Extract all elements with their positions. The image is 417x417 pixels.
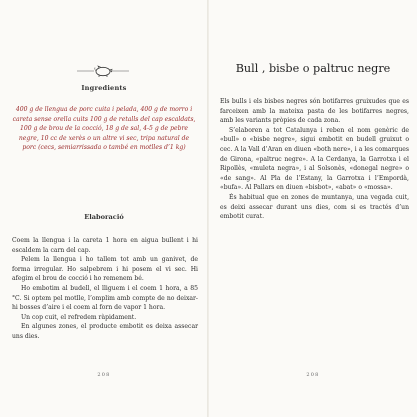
elaboration-heading: Elaboració (84, 213, 124, 221)
paragraph: Pelem la llengua i ho tallem tot amb un ganivet, de forma irregular. Ho salpebrem i hi posem el vi sec. Hi afegim el brou de cocció i ho remenem bé. (12, 256, 198, 283)
paragraph: Coem la llengua i la careta 1 hora en aigua bullent i hi escaldem la carn del cap. (12, 237, 198, 254)
recipe-text (220, 97, 409, 222)
ingredients-heading: Ingredients (81, 84, 127, 92)
right-page (209, 0, 417, 417)
ingredients-list: 400 g de llengua de porc cuita i pelada, 400 g de morro i careta sense orella cuits 100 g de retalls del cap escaldats, 100 g de brou de la cocció, 18 g de sal, 4-5 g de pebre negre, 10 cc de xerès o un altre vi sec, tripa natural de porc (cecs, semiarrissada o també en motlles d’1 kg) (12, 106, 196, 152)
recipe-title: Bull , bisbe o paltruc negre (235, 62, 391, 75)
paragraph: És habitual que en zones de muntanya, una vegada cuit, es deixi assecar durant uns dies, com si es tractés d’un embotit curat. (220, 193, 409, 221)
pig-icon (77, 63, 129, 79)
page-number: 208 (97, 372, 111, 378)
elaboration-text (12, 236, 198, 342)
page-number: 208 (306, 372, 320, 378)
left-page (0, 0, 208, 417)
paragraph: Ho embotim al budell, el lliguem i el coem 1 hora, a 85 °C. Si optem pel motlle, l’omplim amb compte de no deixar-hi bosses d’aire i el coem al forn de vapor 1 hora. (12, 284, 198, 312)
paragraph: S’elaboren a tot Catalunya i reben el nom genèric de «bull» o «bisbe negre», sigui embotit en budell gruixut o cec. A la Vall d’Aran en diuen «both nere», i a les comarques de Girona, «paltruc negre». A la Cerdanya, la Garrotxa i el Ripollès, «muleta negra», i al Solsonès, «donegal negre» o «de sang». Al Pla de l’Estany, la Garrotxa i l’Empordà, «bufa». Al Pallars en diuen «bisbot», «abat» o «mossa». (220, 126, 409, 192)
paragraph: En algunes zones, el producte embotit es deixa assecar uns dies. (12, 323, 198, 340)
paragraph: Els bulls i els bisbes negres són botifarres gruixudes que es farceixen amb la mateixa pasta de les botifarres negres, amb les variants pròpies de cada zona. (220, 98, 409, 125)
paragraph: Un cop cuit, el refredem ràpidament. (21, 313, 137, 321)
